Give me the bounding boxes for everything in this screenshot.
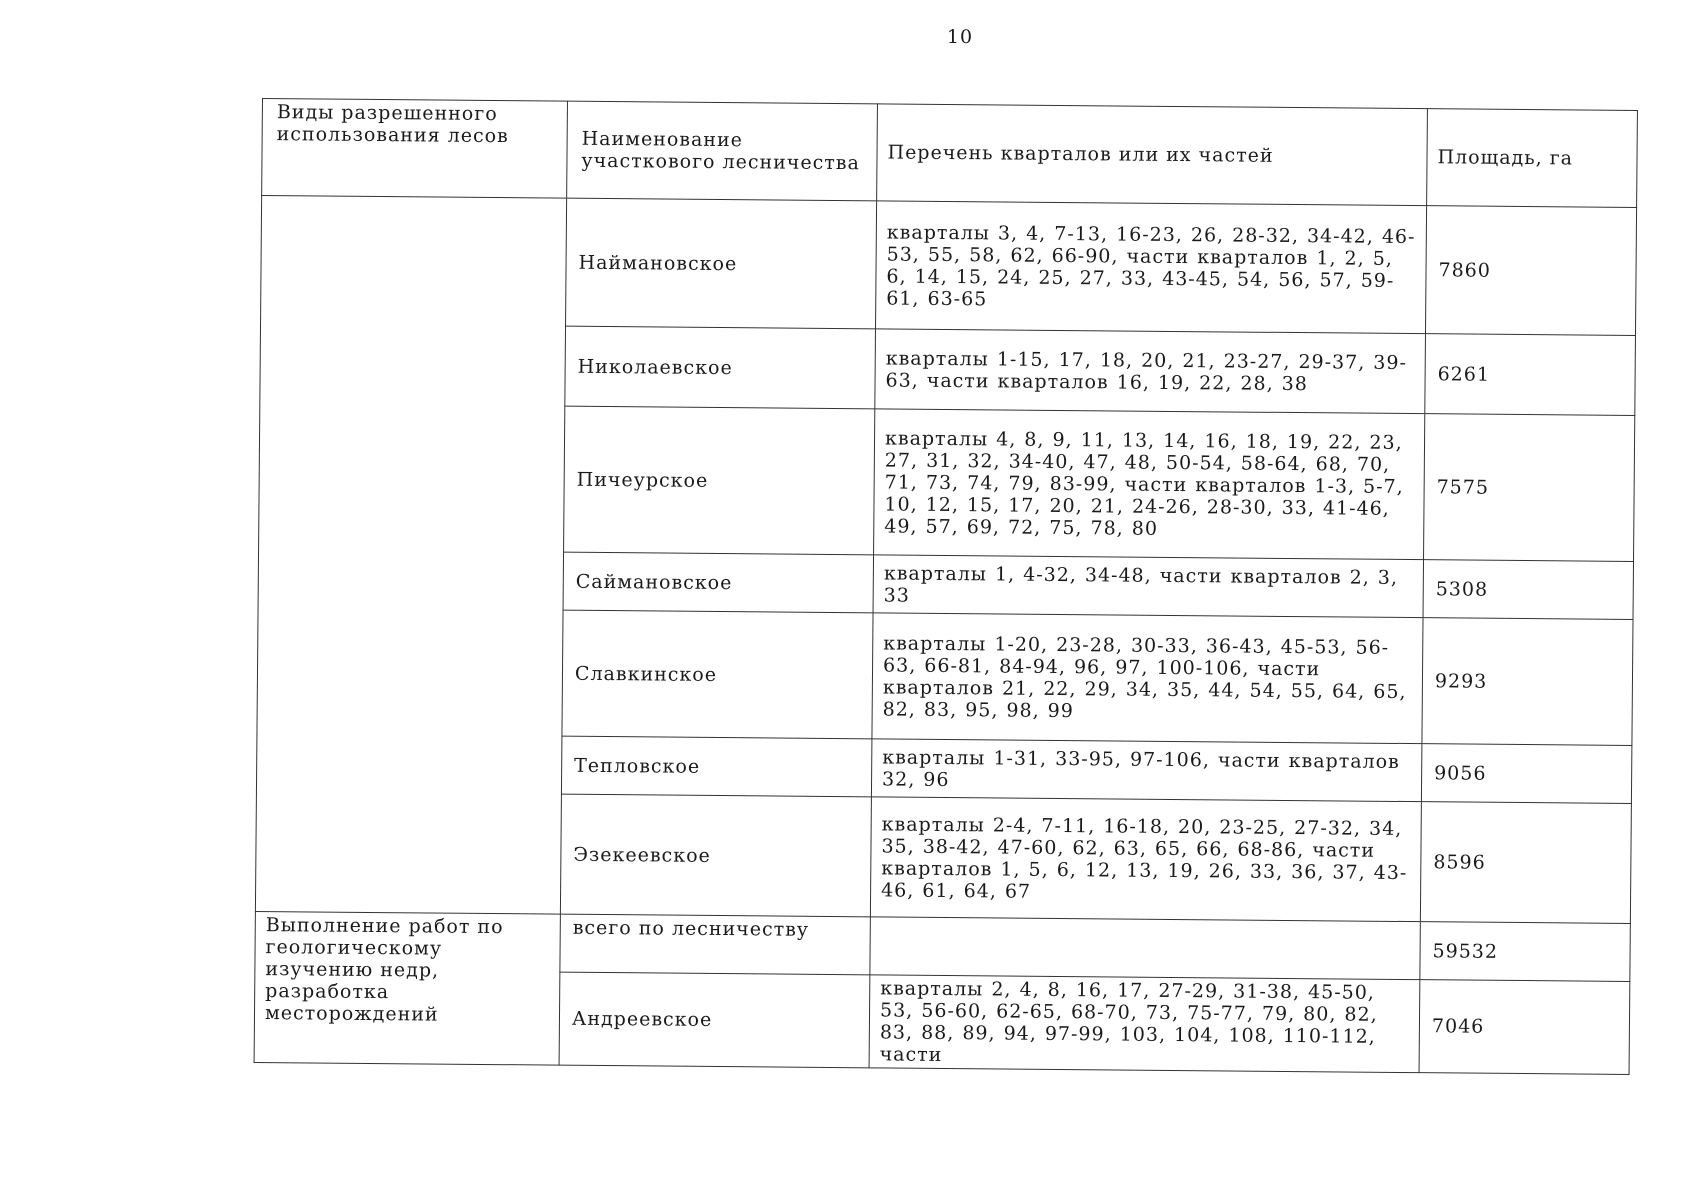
total-area-value: 59532 — [1420, 922, 1630, 982]
header-quarters-list: Перечень кварталов или их частей — [877, 104, 1428, 206]
table-header-row — [262, 99, 1638, 208]
use-kind-cell-empty — [255, 196, 566, 915]
forestry-name: Тепловское — [561, 736, 871, 797]
use-kind-cell: Выполнение работ по геологическому изучению недр, разработка месторождений — [254, 911, 560, 1065]
forestry-name: Эзекеевское — [560, 794, 871, 917]
quarters-list: кварталы 1-31, 33-95, 97-106, части кварталов 32, 96 — [871, 739, 1421, 802]
total-quarters — [870, 917, 1420, 980]
forestry-name: Николаевское — [565, 326, 876, 409]
forestry-name: Славкинское — [562, 610, 873, 739]
area-value: 9056 — [1421, 744, 1631, 804]
quarters-list: кварталы 2-4, 7-11, 16-18, 20, 23-25, 27-32, 34, 35, 38-42, 47-60, 62, 63, 65, 66, 68-86, части кварталов 1, 5, 6, 12, 13, 19, 26, 33, 36, 37, 43-46, 61, 64, 67 — [870, 797, 1421, 922]
area-value: 9293 — [1422, 618, 1633, 746]
quarters-list: кварталы 4, 8, 9, 11, 13, 14, 16, 18, 19, 22, 23, 27, 31, 32, 34-40, 47, 48, 50-54, 58-64, 68, 70, 71, 73, 74, 79, 83-99, части кварталов 1-3, 5-7, 10, 12, 15, 17, 20, 21, 24-26, 28-30, 33, 41-46, 49, 57, 69, 72, 75, 78, 80 — [874, 409, 1425, 560]
header-use-kind: Виды разрешенного использования лесов — [262, 99, 568, 199]
area-value: 5308 — [1423, 560, 1633, 620]
total-label: всего по лесничеству — [560, 914, 870, 975]
area-value: 6261 — [1425, 334, 1636, 416]
quarters-list: кварталы 1-15, 17, 18, 20, 21, 23-27, 29-37, 39-63, части кварталов 16, 19, 22, 28, 38 — [875, 329, 1426, 414]
table-row — [261, 196, 1637, 336]
forestry-name: Наймановское — [566, 198, 877, 329]
area-value: 7860 — [1425, 206, 1636, 336]
forestry-name: Пичеурское — [564, 406, 875, 555]
forest-use-table-wrapper — [254, 98, 1638, 1075]
header-forestry-name: Наименование участкового лесничества — [567, 101, 878, 201]
area-value: 7575 — [1424, 414, 1635, 562]
area-value: 8596 — [1420, 802, 1631, 924]
quarters-list: кварталы 1, 4-32, 34-48, части кварталов 2, 3, 33 — [873, 555, 1423, 618]
quarters-list: кварталы 3, 4, 7-13, 16-23, 26, 28-32, 34-42, 46-53, 55, 58, 62, 66-90, части кварталов 1, 2, 5, 6, 14, 15, 24, 25, 27, 33, 43-45, 54, 56, 57, 59-61, 63-65 — [876, 201, 1427, 334]
header-area: Площадь, га — [1427, 109, 1638, 208]
forestry-name: Андреевское — [559, 972, 870, 1068]
page-number: 10 — [946, 26, 974, 48]
forestry-name: Саймановское — [563, 552, 873, 613]
area-value: 7046 — [1419, 980, 1630, 1075]
forest-use-table — [254, 98, 1638, 1075]
table-row-total — [255, 911, 1630, 981]
quarters-list: кварталы 1-20, 23-28, 30-33, 36-43, 45-53, 56-63, 66-81, 84-94, 96, 97, 100-106, части кварталов 21, 22, 29, 34, 35, 44, 54, 55, 64, 65, 82, 83, 95, 98, 99 — [872, 613, 1423, 744]
quarters-list: кварталы 2, 4, 8, 16, 17, 27-29, 31-38, 45-50, 53, 56-60, 62-65, 68-70, 73, 75-77, 79, 80, 82, 83, 88, 89, 94, 97-99, 103, 104, 108, 110-112, части — [869, 975, 1420, 1073]
